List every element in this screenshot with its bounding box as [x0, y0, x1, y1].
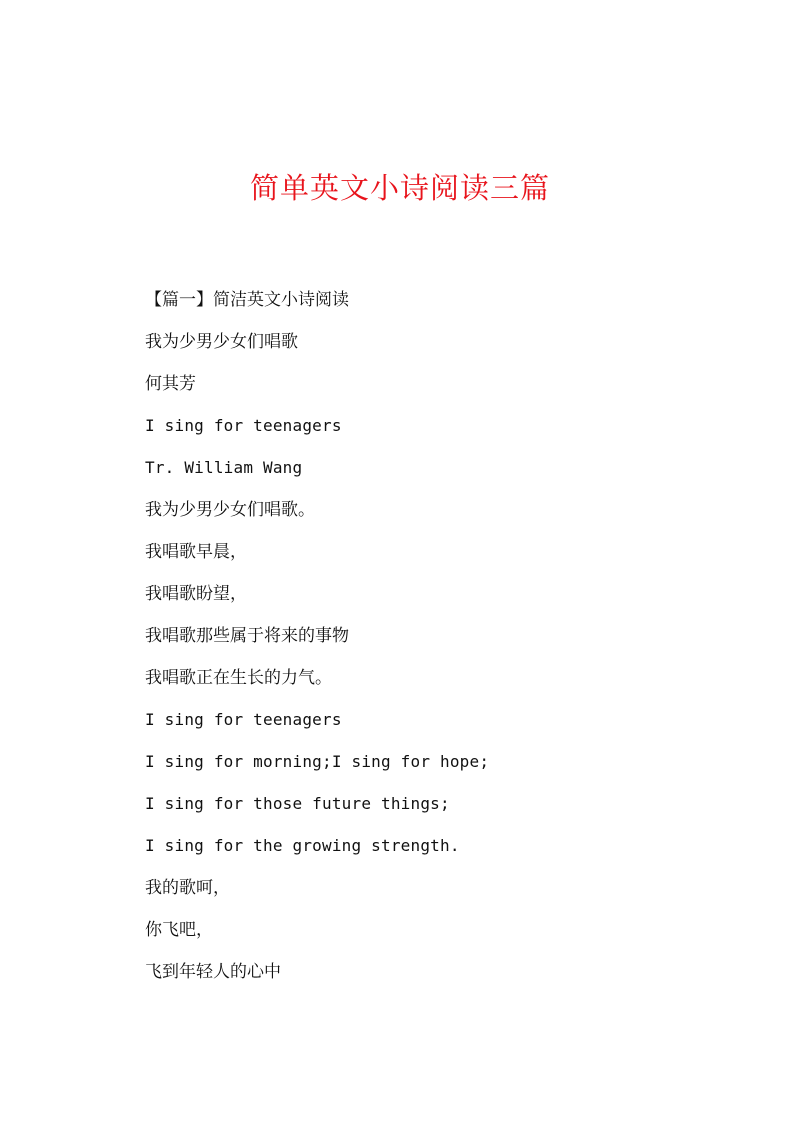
- translator: Tr. William Wang: [145, 458, 303, 477]
- poem-title-zh: 我为少男少女们唱歌: [145, 332, 298, 352]
- poem-line: 我唱歌正在生长的力气。: [145, 668, 332, 688]
- poem-line-en: I sing for the growing strength.: [145, 836, 460, 855]
- poem-line: 你飞吧，: [145, 920, 213, 940]
- poem-line: 飞到年轻人的心中: [145, 962, 281, 982]
- section-heading: 【篇一】简洁英文小诗阅读: [145, 290, 349, 310]
- poem-line: 我唱歌盼望，: [145, 584, 247, 604]
- poem-line: 我唱歌早晨，: [145, 542, 247, 562]
- poem-line-en: I sing for those future things;: [145, 794, 450, 813]
- poem-title-en: I sing for teenagers: [145, 416, 342, 435]
- poem-line-en: I sing for teenagers: [145, 710, 342, 729]
- document-title: 简单英文小诗阅读三篇: [249, 171, 550, 205]
- document-body: [145, 284, 745, 998]
- poem-author: 何其芳: [145, 374, 196, 394]
- poem-line: 我为少男少女们唱歌。: [145, 500, 315, 520]
- poem-line-en: I sing for morning;I sing for hope;: [145, 752, 490, 771]
- poem-line: 我唱歌那些属于将来的事物: [145, 626, 349, 646]
- poem-line: 我的歌呵，: [145, 878, 230, 898]
